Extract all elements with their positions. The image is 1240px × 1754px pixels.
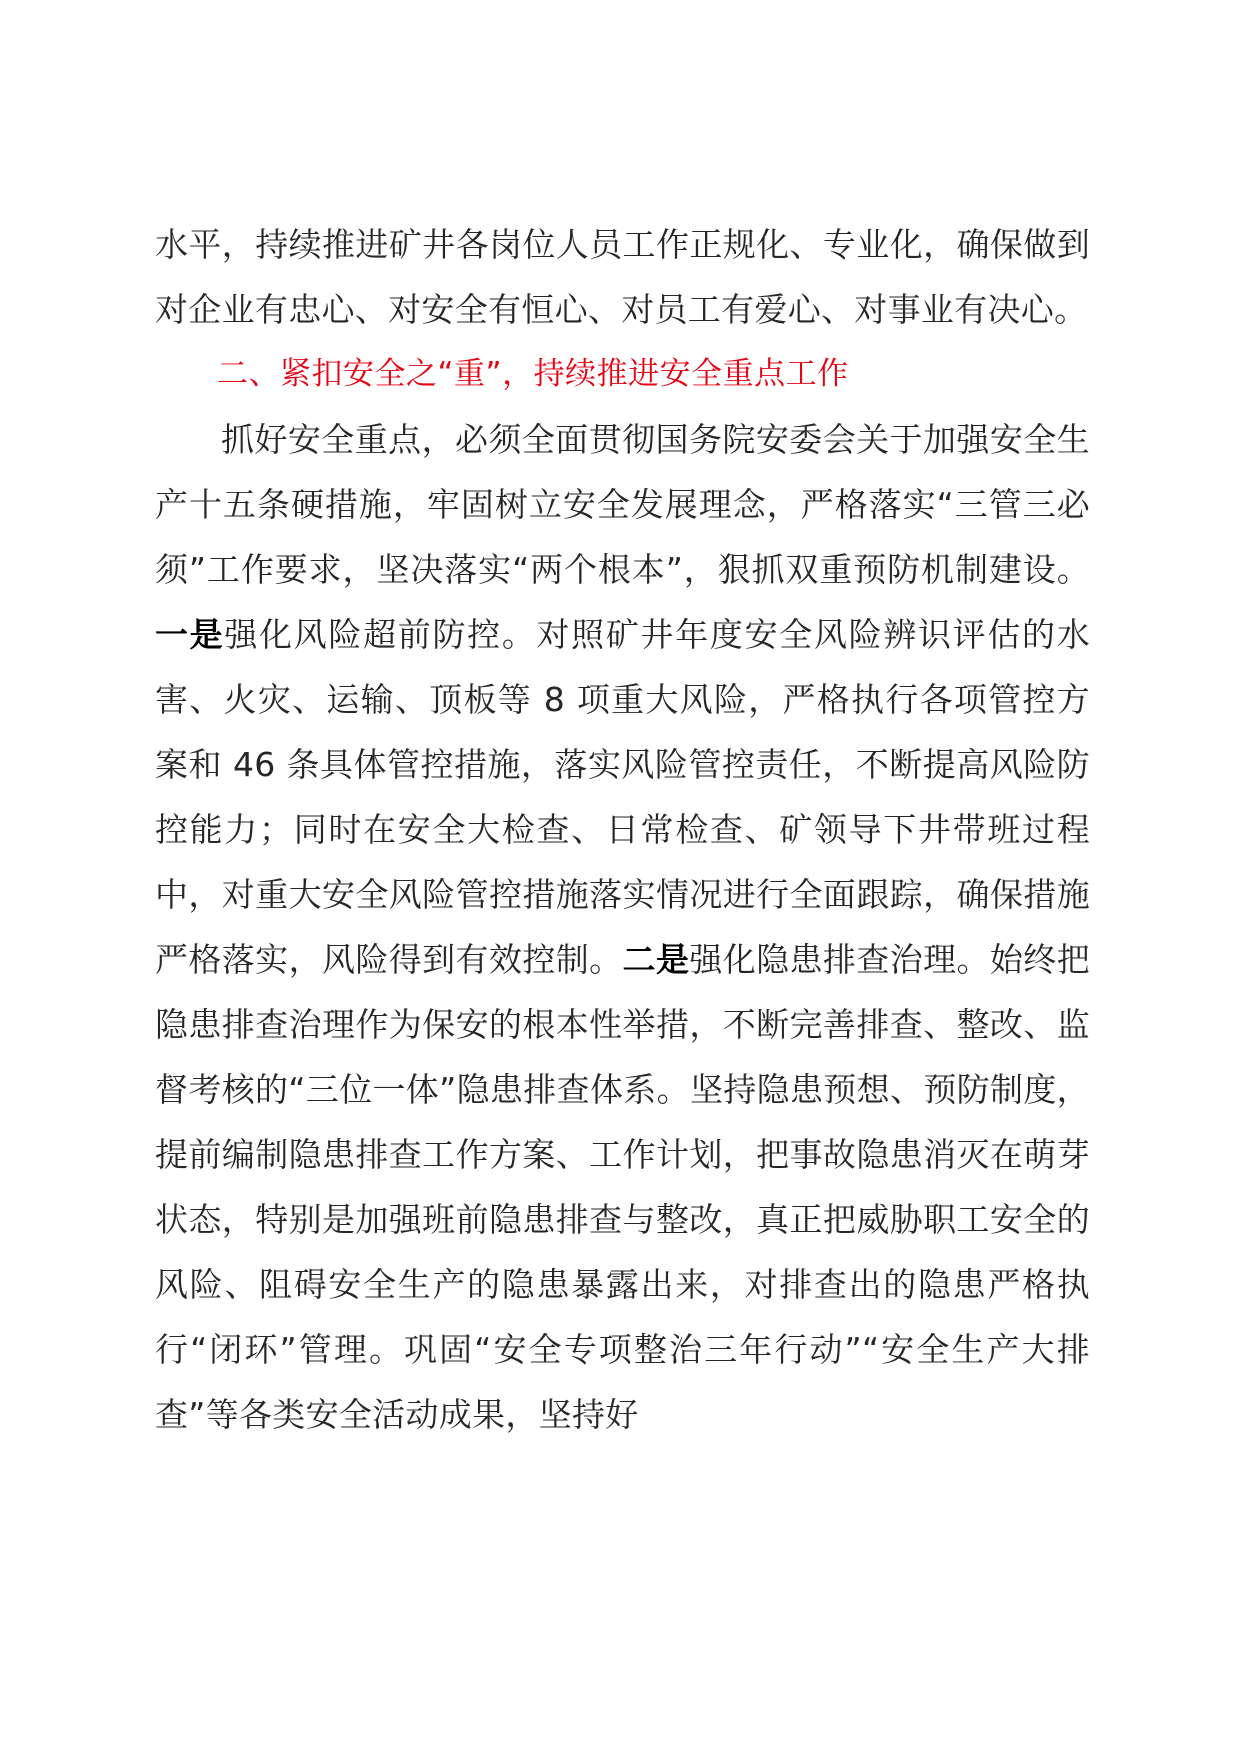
section-heading: 二、紧扣安全之“重”，持续推进安全重点工作 xyxy=(217,356,849,392)
point-one-lead: 一是 xyxy=(155,615,225,654)
body-paragraph xyxy=(155,407,1090,1447)
point-two-text: 强化隐患排查治理。始终把隐患排查治理作为保安的根本性举措，不断完善排查、整改、监督考核的“三位一体”隐患排查体系。坚持隐患预想、预防制度，提前编制隐患排查工作方案、工作计划，把事故隐患消灭在萌芽状态，特别是加强班前隐患排查与整改，真正把威胁职工安全的风险、阻碍安全生产的隐患暴露出来，对排查出的隐患严格执行“闭环”管理。巩固“安全专项整治三年行动”“安全生产大排查”等各类安全活动成果，坚持好 xyxy=(155,940,1090,1434)
continuation-paragraph: 水平，持续推进矿井各岗位人员工作正规化、专业化，确保做到对企业有忠心、对安全有恒心、对员工有爱心、对事业有决心。 xyxy=(155,225,1090,329)
point-one-text: 强化风险超前防控。对照矿井年度安全风险辨识评估的水害、火灾、运输、顶板等 8 项重大风险，严格执行各项管控方案和 46 条具体管控措施，落实风险管控责任，不断提高风险防控能力；同时在安全大检查、日常检查、矿领导下井带班过程中，对重大安全风险管控措施落实情况进行全面跟踪，确保措施严格落实，风险得到有效控制。 xyxy=(155,615,1091,979)
point-two-lead: 二是 xyxy=(622,940,690,979)
paragraph-intro: 抓好安全重点，必须全面贯彻国务院安委会关于加强安全生产十五条硬措施，牢固树立安全发展理念，严格落实“三管三必须”工作要求，坚决落实“两个根本”，狠抓双重预防机制建设。 xyxy=(155,420,1090,589)
document-body xyxy=(155,212,1090,1447)
